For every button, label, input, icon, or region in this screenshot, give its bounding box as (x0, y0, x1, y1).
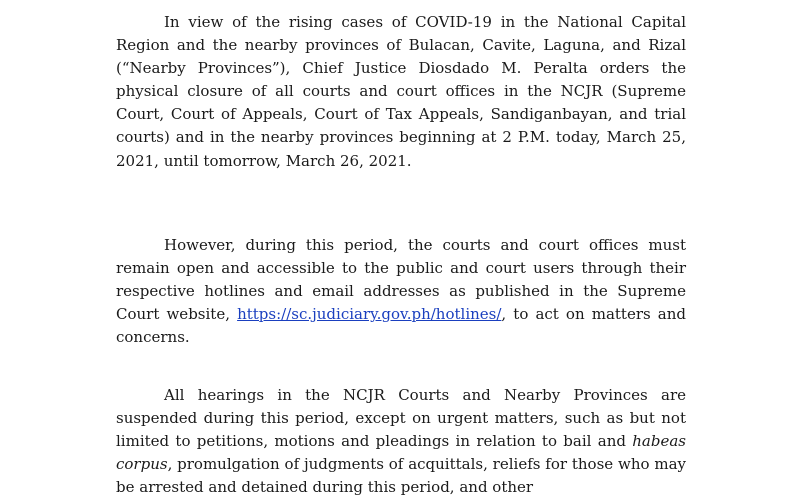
hearings-text-before: All hearings in the NCJR Courts and Nearby Provinces are suspended during this period, except on urgent matters, such as but not limited to petitions, motions and pleadings in relation to bail and (116, 386, 686, 451)
hotlines-text-after: , to act on matters and concerns. (116, 305, 687, 347)
paragraph-court-closure: In view of the rising cases of COVID-19 in the National Capital Region and the nearby provinces of Bulacan, Cavite, Laguna, and Rizal (“Nearby Provinces”), Chief Justice Diosdado M. Peralta orders the physical closure of all courts and court offices in the NCJR (Supreme Court, Court of Appeals, Court of Tax Appeals, Sandiganbayan, and trial courts) and in the nearby provinces beginning at 2 P.M. today, March 25, 2021, until tomorrow, March 26, 2021. (116, 13, 686, 170)
hotlines-link[interactable]: https://sc.judiciary.gov.ph/hotlines/ (237, 305, 502, 324)
paragraph-hearings-suspended (116, 384, 686, 499)
paragraph-hotlines (116, 234, 686, 349)
habeas-corpus-term: habeas corpus (116, 432, 686, 474)
hotlines-text-before: However, during this period, the courts and court offices must remain open and accessible to the public and court users through their respective hotlines and email addresses as published in the Supreme Court website, (116, 236, 686, 324)
hearings-text-after: , promulgation of judgments of acquittals, reliefs for those who may be arrested and detained during this period, and other (116, 455, 686, 497)
